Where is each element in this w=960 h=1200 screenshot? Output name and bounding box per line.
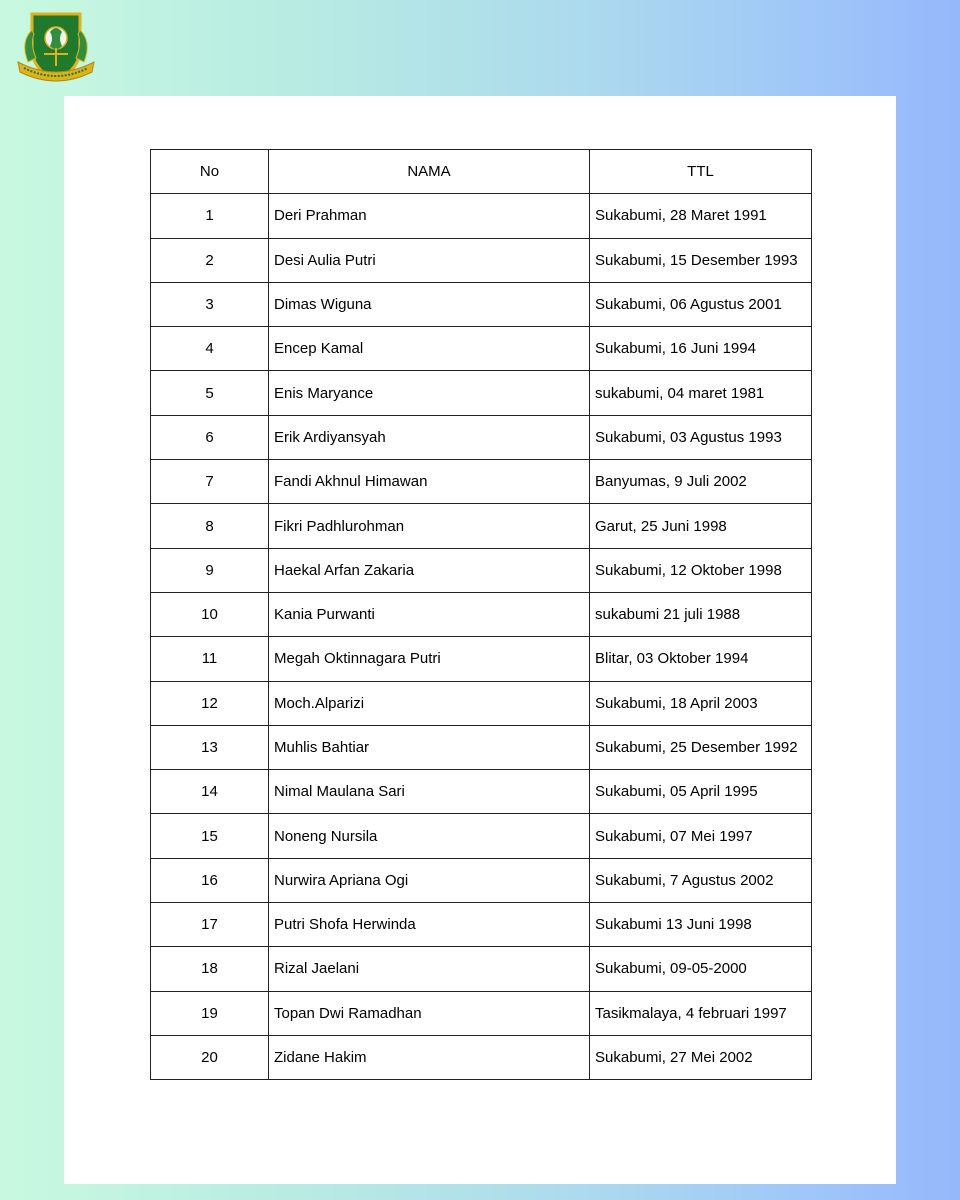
table-row [151, 460, 812, 504]
cell-no: 8 [151, 504, 269, 548]
cell-ttl: sukabumi, 04 maret 1981 [590, 371, 812, 415]
table-row [151, 592, 812, 636]
table-row [151, 681, 812, 725]
cell-ttl: Tasikmalaya, 4 februari 1997 [590, 991, 812, 1035]
cell-no: 2 [151, 238, 269, 282]
cell-ttl: Sukabumi, 28 Maret 1991 [590, 194, 812, 238]
cell-no: 12 [151, 681, 269, 725]
cell-ttl: Sukabumi, 18 April 2003 [590, 681, 812, 725]
table-row [151, 194, 812, 238]
table-row [151, 238, 812, 282]
table-row [151, 415, 812, 459]
cell-no: 13 [151, 725, 269, 769]
column-header-no: No [151, 150, 269, 194]
cell-nama: Rizal Jaelani [269, 947, 590, 991]
table-row [151, 637, 812, 681]
cell-no: 5 [151, 371, 269, 415]
cell-ttl: Sukabumi, 09-05-2000 [590, 947, 812, 991]
table-row [151, 903, 812, 947]
cell-nama: Deri Prahman [269, 194, 590, 238]
cell-nama: Topan Dwi Ramadhan [269, 991, 590, 1035]
column-header-ttl: TTL [590, 150, 812, 194]
cell-no: 20 [151, 1035, 269, 1079]
table-row [151, 504, 812, 548]
document-sheet [64, 96, 896, 1184]
cell-no: 11 [151, 637, 269, 681]
cell-nama: Moch.Alparizi [269, 681, 590, 725]
table-row [151, 548, 812, 592]
table-row [151, 858, 812, 902]
cell-ttl: Sukabumi 13 Juni 1998 [590, 903, 812, 947]
cell-nama: Nurwira Apriana Ogi [269, 858, 590, 902]
cell-no: 19 [151, 991, 269, 1035]
cell-nama: Nimal Maulana Sari [269, 770, 590, 814]
cell-ttl: Blitar, 03 Oktober 1994 [590, 637, 812, 681]
table-row [151, 814, 812, 858]
cell-nama: Erik Ardiyansyah [269, 415, 590, 459]
cell-ttl: Sukabumi, 25 Desember 1992 [590, 725, 812, 769]
cell-no: 4 [151, 327, 269, 371]
cell-nama: Fikri Padhlurohman [269, 504, 590, 548]
regency-crest-icon [14, 8, 98, 88]
cell-ttl: Sukabumi, 03 Agustus 1993 [590, 415, 812, 459]
cell-nama: Dimas Wiguna [269, 282, 590, 326]
table-header-row [151, 150, 812, 194]
table-row [151, 947, 812, 991]
cell-nama: Zidane Hakim [269, 1035, 590, 1079]
participant-table [150, 149, 812, 1080]
cell-ttl: Sukabumi, 16 Juni 1994 [590, 327, 812, 371]
column-header-nama: NAMA [269, 150, 590, 194]
table-row [151, 371, 812, 415]
table-row [151, 327, 812, 371]
cell-nama: Enis Maryance [269, 371, 590, 415]
table-row [151, 770, 812, 814]
cell-nama: Desi Aulia Putri [269, 238, 590, 282]
table-row [151, 991, 812, 1035]
cell-nama: Haekal Arfan Zakaria [269, 548, 590, 592]
cell-nama: Megah Oktinnagara Putri [269, 637, 590, 681]
cell-no: 16 [151, 858, 269, 902]
cell-nama: Fandi Akhnul Himawan [269, 460, 590, 504]
cell-ttl: Sukabumi, 7 Agustus 2002 [590, 858, 812, 902]
cell-no: 6 [151, 415, 269, 459]
cell-ttl: Banyumas, 9 Juli 2002 [590, 460, 812, 504]
cell-ttl: Sukabumi, 05 April 1995 [590, 770, 812, 814]
cell-no: 7 [151, 460, 269, 504]
cell-no: 3 [151, 282, 269, 326]
cell-ttl: Garut, 25 Juni 1998 [590, 504, 812, 548]
cell-no: 10 [151, 592, 269, 636]
table-row [151, 725, 812, 769]
cell-no: 9 [151, 548, 269, 592]
cell-ttl: Sukabumi, 07 Mei 1997 [590, 814, 812, 858]
cell-nama: Muhlis Bahtiar [269, 725, 590, 769]
cell-ttl: Sukabumi, 06 Agustus 2001 [590, 282, 812, 326]
table-row [151, 1035, 812, 1079]
cell-ttl: Sukabumi, 27 Mei 2002 [590, 1035, 812, 1079]
cell-no: 17 [151, 903, 269, 947]
crest-logo [14, 8, 98, 88]
table-row [151, 282, 812, 326]
cell-ttl: sukabumi 21 juli 1988 [590, 592, 812, 636]
cell-ttl: Sukabumi, 12 Oktober 1998 [590, 548, 812, 592]
cell-nama: Encep Kamal [269, 327, 590, 371]
cell-nama: Noneng Nursila [269, 814, 590, 858]
cell-nama: Putri Shofa Herwinda [269, 903, 590, 947]
cell-nama: Kania Purwanti [269, 592, 590, 636]
cell-ttl: Sukabumi, 15 Desember 1993 [590, 238, 812, 282]
cell-no: 15 [151, 814, 269, 858]
cell-no: 18 [151, 947, 269, 991]
cell-no: 1 [151, 194, 269, 238]
cell-no: 14 [151, 770, 269, 814]
